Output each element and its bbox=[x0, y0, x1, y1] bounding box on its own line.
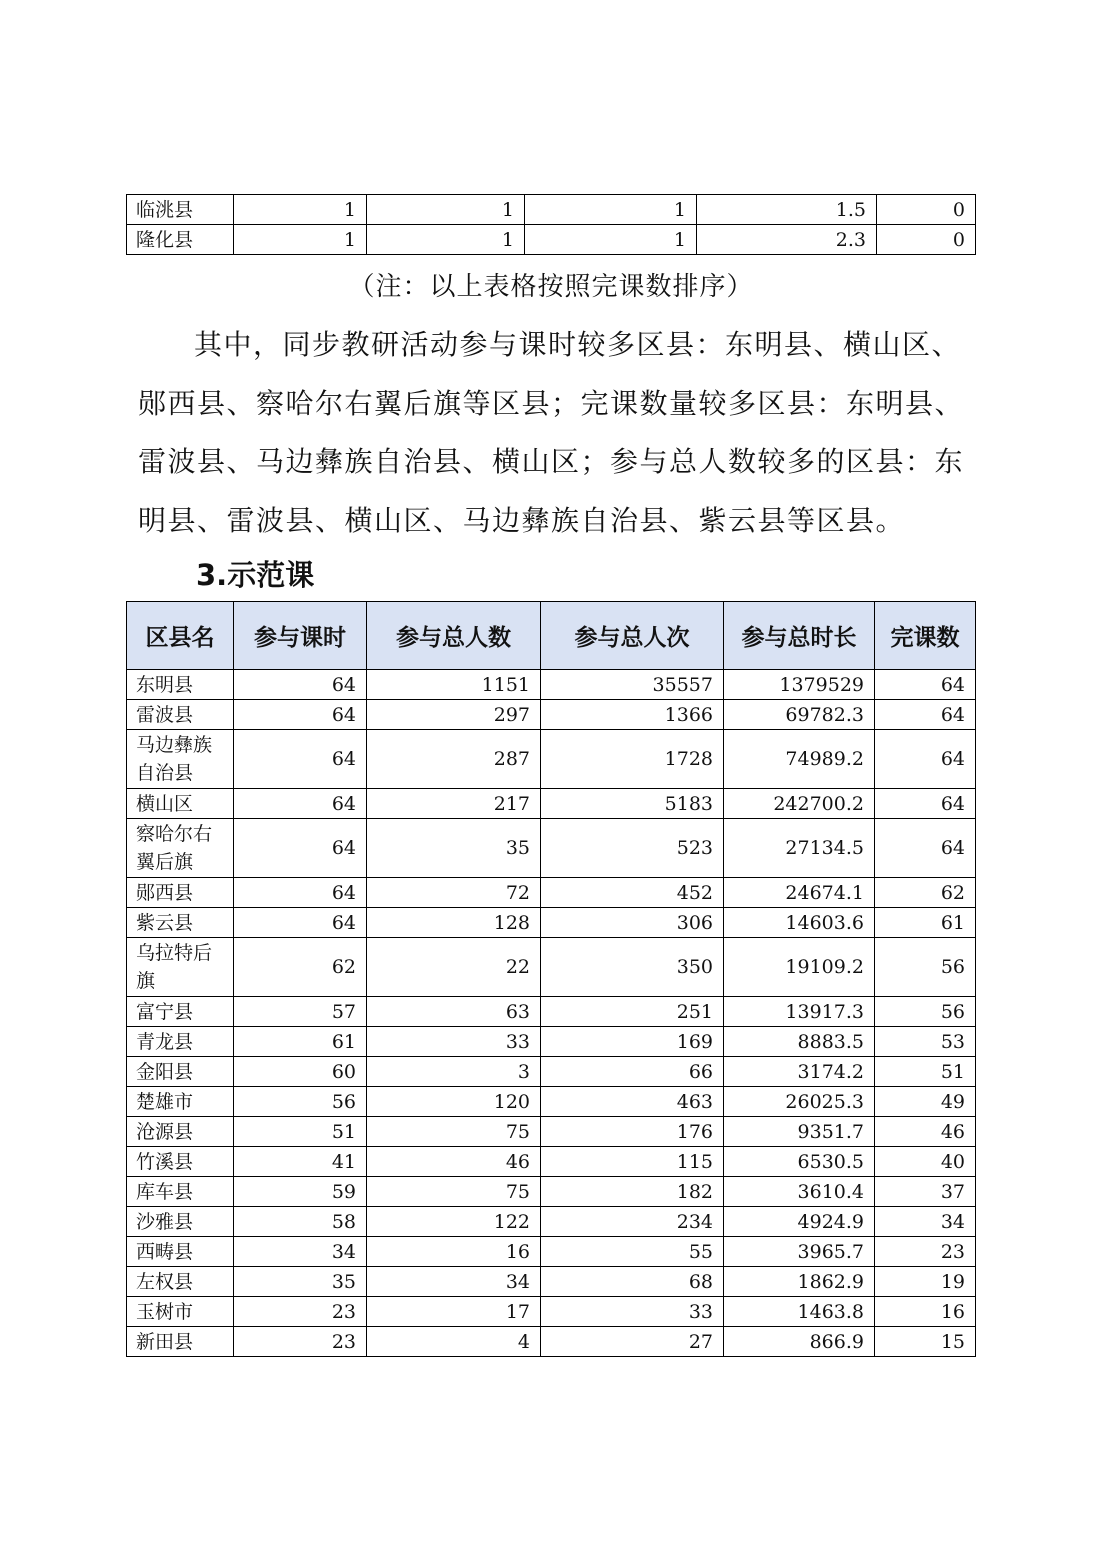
county-name-cell: 楚雄市 bbox=[127, 1087, 234, 1117]
summary-paragraph bbox=[138, 316, 968, 550]
table-row bbox=[127, 878, 976, 908]
value-cell: 463 bbox=[541, 1087, 724, 1117]
value-cell: 59 bbox=[234, 1177, 367, 1207]
county-name-cell: 富宁县 bbox=[127, 997, 234, 1027]
table-row bbox=[127, 670, 976, 700]
table-row bbox=[127, 195, 976, 225]
value-cell: 69782.3 bbox=[724, 700, 875, 730]
value-cell: 1 bbox=[234, 225, 367, 255]
column-header: 参与总时长 bbox=[724, 602, 875, 670]
value-cell: 27134.5 bbox=[724, 819, 875, 878]
value-cell: 64 bbox=[875, 819, 976, 878]
value-cell: 16 bbox=[875, 1297, 976, 1327]
value-cell: 234 bbox=[541, 1207, 724, 1237]
value-cell: 3965.7 bbox=[724, 1237, 875, 1267]
value-cell: 63 bbox=[367, 997, 541, 1027]
county-name-cell: 竹溪县 bbox=[127, 1147, 234, 1177]
value-cell: 75 bbox=[367, 1117, 541, 1147]
value-cell: 68 bbox=[541, 1267, 724, 1297]
value-cell: 16 bbox=[367, 1237, 541, 1267]
value-cell: 37 bbox=[875, 1177, 976, 1207]
value-cell: 1.5 bbox=[697, 195, 877, 225]
value-cell: 2.3 bbox=[697, 225, 877, 255]
value-cell: 51 bbox=[875, 1057, 976, 1087]
value-cell: 57 bbox=[234, 997, 367, 1027]
table-row bbox=[127, 1297, 976, 1327]
county-name-cell: 横山区 bbox=[127, 789, 234, 819]
county-name-cell: 隆化县 bbox=[127, 225, 234, 255]
value-cell: 176 bbox=[541, 1117, 724, 1147]
value-cell: 34 bbox=[367, 1267, 541, 1297]
table-row bbox=[127, 1207, 976, 1237]
value-cell: 1 bbox=[525, 195, 697, 225]
value-cell: 35 bbox=[234, 1267, 367, 1297]
value-cell: 1 bbox=[525, 225, 697, 255]
value-cell: 64 bbox=[234, 908, 367, 938]
column-header: 参与课时 bbox=[234, 602, 367, 670]
county-name-cell: 沧源县 bbox=[127, 1117, 234, 1147]
value-cell: 33 bbox=[541, 1297, 724, 1327]
value-cell: 35 bbox=[367, 819, 541, 878]
value-cell: 58 bbox=[234, 1207, 367, 1237]
value-cell: 217 bbox=[367, 789, 541, 819]
table-header-row bbox=[127, 602, 976, 670]
value-cell: 64 bbox=[875, 730, 976, 789]
table-row bbox=[127, 789, 976, 819]
value-cell: 51 bbox=[234, 1117, 367, 1147]
table-row bbox=[127, 1177, 976, 1207]
value-cell: 64 bbox=[875, 700, 976, 730]
value-cell: 46 bbox=[875, 1117, 976, 1147]
table-row bbox=[127, 225, 976, 255]
value-cell: 1 bbox=[367, 195, 525, 225]
value-cell: 1728 bbox=[541, 730, 724, 789]
value-cell: 64 bbox=[234, 878, 367, 908]
table-row bbox=[127, 730, 976, 789]
county-name-cell: 马边彝族 自治县 bbox=[127, 730, 234, 789]
table-row bbox=[127, 1237, 976, 1267]
value-cell: 0 bbox=[877, 225, 976, 255]
value-cell: 242700.2 bbox=[724, 789, 875, 819]
value-cell: 72 bbox=[367, 878, 541, 908]
value-cell: 5183 bbox=[541, 789, 724, 819]
value-cell: 56 bbox=[875, 997, 976, 1027]
table-note: （注：以上表格按照完课数排序） bbox=[348, 272, 754, 302]
table-row bbox=[127, 700, 976, 730]
value-cell: 6530.5 bbox=[724, 1147, 875, 1177]
value-cell: 53 bbox=[875, 1027, 976, 1057]
county-name-cell: 乌拉特后 旗 bbox=[127, 938, 234, 997]
value-cell: 23 bbox=[875, 1237, 976, 1267]
summary-text: 其中，同步教研活动参与课时较多区县：东明县、横山区、郧西县、察哈尔右翼后旗等区县；完课数量较多区县：东明县、雷波县、马边彝族自治县、横山区；参与总人数较多的区县：东明县、雷波县、横山区、马边彝族自治县、紫云县等区县。 bbox=[138, 328, 965, 537]
value-cell: 61 bbox=[234, 1027, 367, 1057]
value-cell: 64 bbox=[875, 670, 976, 700]
value-cell: 40 bbox=[875, 1147, 976, 1177]
column-header: 完课数 bbox=[875, 602, 976, 670]
table-row bbox=[127, 938, 976, 997]
value-cell: 8883.5 bbox=[724, 1027, 875, 1057]
value-cell: 64 bbox=[234, 789, 367, 819]
value-cell: 866.9 bbox=[724, 1327, 875, 1357]
value-cell: 64 bbox=[234, 819, 367, 878]
value-cell: 64 bbox=[875, 789, 976, 819]
value-cell: 1 bbox=[234, 195, 367, 225]
value-cell: 66 bbox=[541, 1057, 724, 1087]
value-cell: 34 bbox=[875, 1207, 976, 1237]
column-header: 参与总人次 bbox=[541, 602, 724, 670]
value-cell: 64 bbox=[234, 730, 367, 789]
value-cell: 34 bbox=[234, 1237, 367, 1267]
value-cell: 128 bbox=[367, 908, 541, 938]
value-cell: 169 bbox=[541, 1027, 724, 1057]
value-cell: 35557 bbox=[541, 670, 724, 700]
county-name-cell: 玉树市 bbox=[127, 1297, 234, 1327]
table-row bbox=[127, 1087, 976, 1117]
county-name-cell: 郧西县 bbox=[127, 878, 234, 908]
value-cell: 523 bbox=[541, 819, 724, 878]
value-cell: 3 bbox=[367, 1057, 541, 1087]
value-cell: 64 bbox=[234, 700, 367, 730]
value-cell: 24674.1 bbox=[724, 878, 875, 908]
value-cell: 27 bbox=[541, 1327, 724, 1357]
county-name-cell: 西畴县 bbox=[127, 1237, 234, 1267]
value-cell: 75 bbox=[367, 1177, 541, 1207]
value-cell: 1 bbox=[367, 225, 525, 255]
section-heading: 3.示范课 bbox=[196, 558, 315, 592]
value-cell: 251 bbox=[541, 997, 724, 1027]
value-cell: 1463.8 bbox=[724, 1297, 875, 1327]
value-cell: 0 bbox=[877, 195, 976, 225]
value-cell: 1862.9 bbox=[724, 1267, 875, 1297]
county-name-cell: 新田县 bbox=[127, 1327, 234, 1357]
county-name-cell: 紫云县 bbox=[127, 908, 234, 938]
value-cell: 49 bbox=[875, 1087, 976, 1117]
county-name-cell: 临洮县 bbox=[127, 195, 234, 225]
value-cell: 19 bbox=[875, 1267, 976, 1297]
value-cell: 15 bbox=[875, 1327, 976, 1357]
value-cell: 14603.6 bbox=[724, 908, 875, 938]
table-row bbox=[127, 1327, 976, 1357]
value-cell: 350 bbox=[541, 938, 724, 997]
value-cell: 4 bbox=[367, 1327, 541, 1357]
table-row bbox=[127, 1117, 976, 1147]
table-row bbox=[127, 997, 976, 1027]
value-cell: 1379529 bbox=[724, 670, 875, 700]
column-header: 参与总人数 bbox=[367, 602, 541, 670]
value-cell: 17 bbox=[367, 1297, 541, 1327]
value-cell: 23 bbox=[234, 1297, 367, 1327]
value-cell: 122 bbox=[367, 1207, 541, 1237]
value-cell: 120 bbox=[367, 1087, 541, 1117]
value-cell: 55 bbox=[541, 1237, 724, 1267]
value-cell: 23 bbox=[234, 1327, 367, 1357]
value-cell: 56 bbox=[875, 938, 976, 997]
demo-class-table bbox=[126, 601, 976, 1357]
county-name-cell: 东明县 bbox=[127, 670, 234, 700]
value-cell: 22 bbox=[367, 938, 541, 997]
table-row bbox=[127, 1147, 976, 1177]
value-cell: 33 bbox=[367, 1027, 541, 1057]
value-cell: 182 bbox=[541, 1177, 724, 1207]
value-cell: 41 bbox=[234, 1147, 367, 1177]
county-name-cell: 察哈尔右 翼后旗 bbox=[127, 819, 234, 878]
county-name-cell: 左权县 bbox=[127, 1267, 234, 1297]
county-name-cell: 雷波县 bbox=[127, 700, 234, 730]
value-cell: 46 bbox=[367, 1147, 541, 1177]
value-cell: 56 bbox=[234, 1087, 367, 1117]
value-cell: 287 bbox=[367, 730, 541, 789]
value-cell: 4924.9 bbox=[724, 1207, 875, 1237]
column-header: 区县名 bbox=[127, 602, 234, 670]
value-cell: 3174.2 bbox=[724, 1057, 875, 1087]
county-name-cell: 库车县 bbox=[127, 1177, 234, 1207]
value-cell: 297 bbox=[367, 700, 541, 730]
value-cell: 74989.2 bbox=[724, 730, 875, 789]
value-cell: 19109.2 bbox=[724, 938, 875, 997]
table-row bbox=[127, 908, 976, 938]
value-cell: 61 bbox=[875, 908, 976, 938]
value-cell: 9351.7 bbox=[724, 1117, 875, 1147]
value-cell: 306 bbox=[541, 908, 724, 938]
value-cell: 26025.3 bbox=[724, 1087, 875, 1117]
table-row bbox=[127, 819, 976, 878]
value-cell: 62 bbox=[234, 938, 367, 997]
value-cell: 1366 bbox=[541, 700, 724, 730]
table-row bbox=[127, 1267, 976, 1297]
value-cell: 452 bbox=[541, 878, 724, 908]
value-cell: 115 bbox=[541, 1147, 724, 1177]
table-row bbox=[127, 1027, 976, 1057]
county-name-cell: 青龙县 bbox=[127, 1027, 234, 1057]
value-cell: 64 bbox=[234, 670, 367, 700]
value-cell: 13917.3 bbox=[724, 997, 875, 1027]
county-name-cell: 金阳县 bbox=[127, 1057, 234, 1087]
value-cell: 60 bbox=[234, 1057, 367, 1087]
value-cell: 3610.4 bbox=[724, 1177, 875, 1207]
table-row bbox=[127, 1057, 976, 1087]
value-cell: 62 bbox=[875, 878, 976, 908]
top-table bbox=[126, 194, 976, 255]
county-name-cell: 沙雅县 bbox=[127, 1207, 234, 1237]
value-cell: 1151 bbox=[367, 670, 541, 700]
